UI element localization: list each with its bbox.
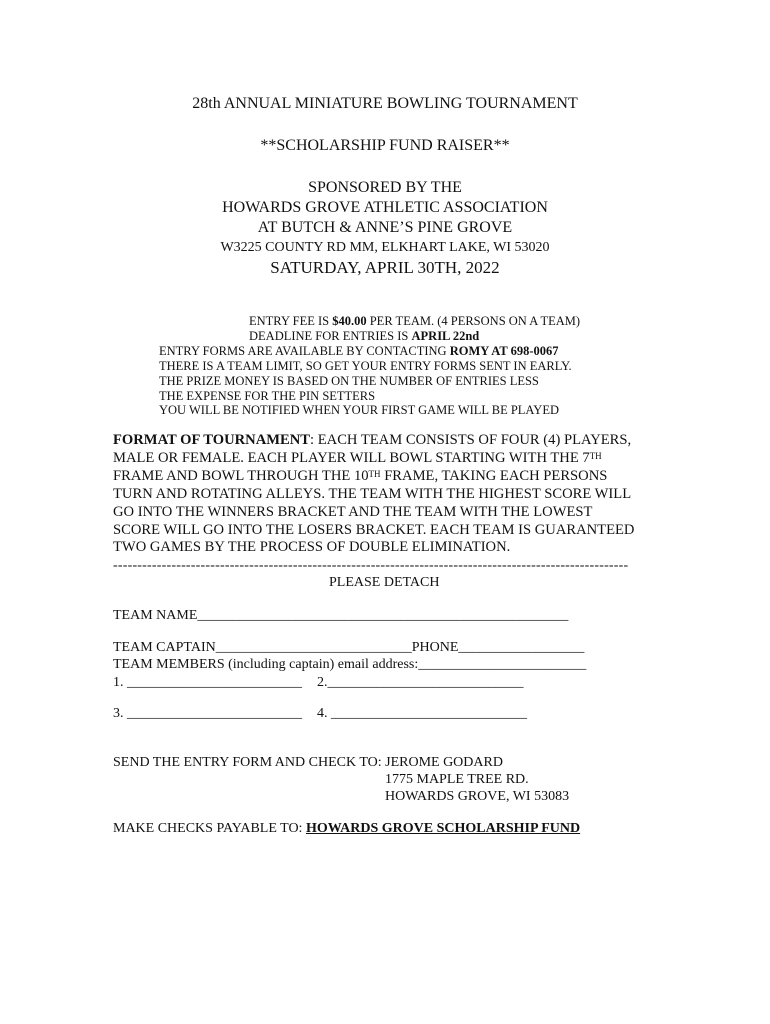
payable-to-name: HOWARDS GROVE SCHOLARSHIP FUND xyxy=(305,821,581,836)
member-1-field: 1. _________________________ xyxy=(113,675,302,690)
notification-line: YOU WILL BE NOTIFIED WHEN YOUR FIRST GAME WILL BE PLAYED xyxy=(159,403,559,417)
team-members-field: TEAM MEMBERS (including captain) email address:________________________ xyxy=(113,657,587,672)
venue-name: AT BUTCH & ANNE’S PINE GROVE xyxy=(257,219,513,236)
member-2-field: 2.____________________________ xyxy=(317,675,524,690)
deadline-line: DEADLINE FOR ENTRIES IS APRIL 22nd xyxy=(249,329,480,343)
team-captain-field: TEAM CAPTAIN____________________________PHONE__________________ xyxy=(113,640,585,655)
member-4-field: 4. ____________________________ xyxy=(317,706,527,721)
team-name-field: TEAM NAME_____________________________________________________ xyxy=(113,608,569,623)
send-to-line: SEND THE ENTRY FORM AND CHECK TO: JEROME GODARD xyxy=(113,755,503,770)
payable-line: MAKE CHECKS PAYABLE TO: HOWARDS GROVE SCHOLARSHIP FUND xyxy=(113,821,581,836)
pin-setters-line: THE EXPENSE FOR THE PIN SETTERS xyxy=(159,389,376,403)
prize-money-line: THE PRIZE MONEY IS BASED ON THE NUMBER OF ENTRIES LESS xyxy=(159,374,539,388)
member-3-field: 3. _________________________ xyxy=(113,706,302,721)
entry-fee-line: ENTRY FEE IS $40.00 PER TEAM. (4 PERSONS ON A TEAM) xyxy=(249,314,581,328)
team-limit-line: THERE IS A TEAM LIMIT, SO GET YOUR ENTRY FORMS SENT IN EARLY. xyxy=(159,359,572,373)
detach-line: ---------------------------------------------------------------------------------------------------------- xyxy=(113,558,629,573)
mail-street: 1775 MAPLE TREE RD. xyxy=(385,772,529,787)
tournament-format-paragraph: FORMAT OF TOURNAMENT: EACH TEAM CONSISTS OF FOUR (4) PLAYERS, MALE OR FEMALE. EACH PLAYER WILL BOWL STARTING WITH THE 7TH FRAME AND BOWL THROUGH THE 10TH FRAME, TAKING EACH PERSONS TURN AND ROTATING ALLEYS. THE TEAM WITH THE HIGHEST SCORE WILL GO INTO THE WINNERS BRACKET AND THE TEAM WITH THE LOWEST SCORE WILL GO INTO THE LOSERS BRACKET. EACH TEAM IS GUARANTEED TWO GAMES BY THE PROCESS OF DOUBLE ELIMINATION. xyxy=(113,432,635,556)
fundraiser-subtitle: **SCHOLARSHIP FUND RAISER** xyxy=(260,137,510,154)
format-label: FORMAT OF TOURNAMENT xyxy=(113,432,311,448)
event-date: SATURDAY, APRIL 30TH, 2022 xyxy=(270,258,500,277)
sponsored-by-label: SPONSORED BY THE xyxy=(308,179,462,196)
detach-label: PLEASE DETACH xyxy=(329,575,440,590)
venue-address: W3225 COUNTY RD MM, ELKHART LAKE, WI 53020 xyxy=(220,240,550,255)
entry-forms-line: ENTRY FORMS ARE AVAILABLE BY CONTACTING ROMY AT 698-0067 xyxy=(159,344,559,358)
tournament-title: 28th ANNUAL MINIATURE BOWLING TOURNAMENT xyxy=(192,95,578,112)
sponsor-name: HOWARDS GROVE ATHLETIC ASSOCIATION xyxy=(222,199,548,216)
mail-city: HOWARDS GROVE, WI 53083 xyxy=(385,789,570,804)
